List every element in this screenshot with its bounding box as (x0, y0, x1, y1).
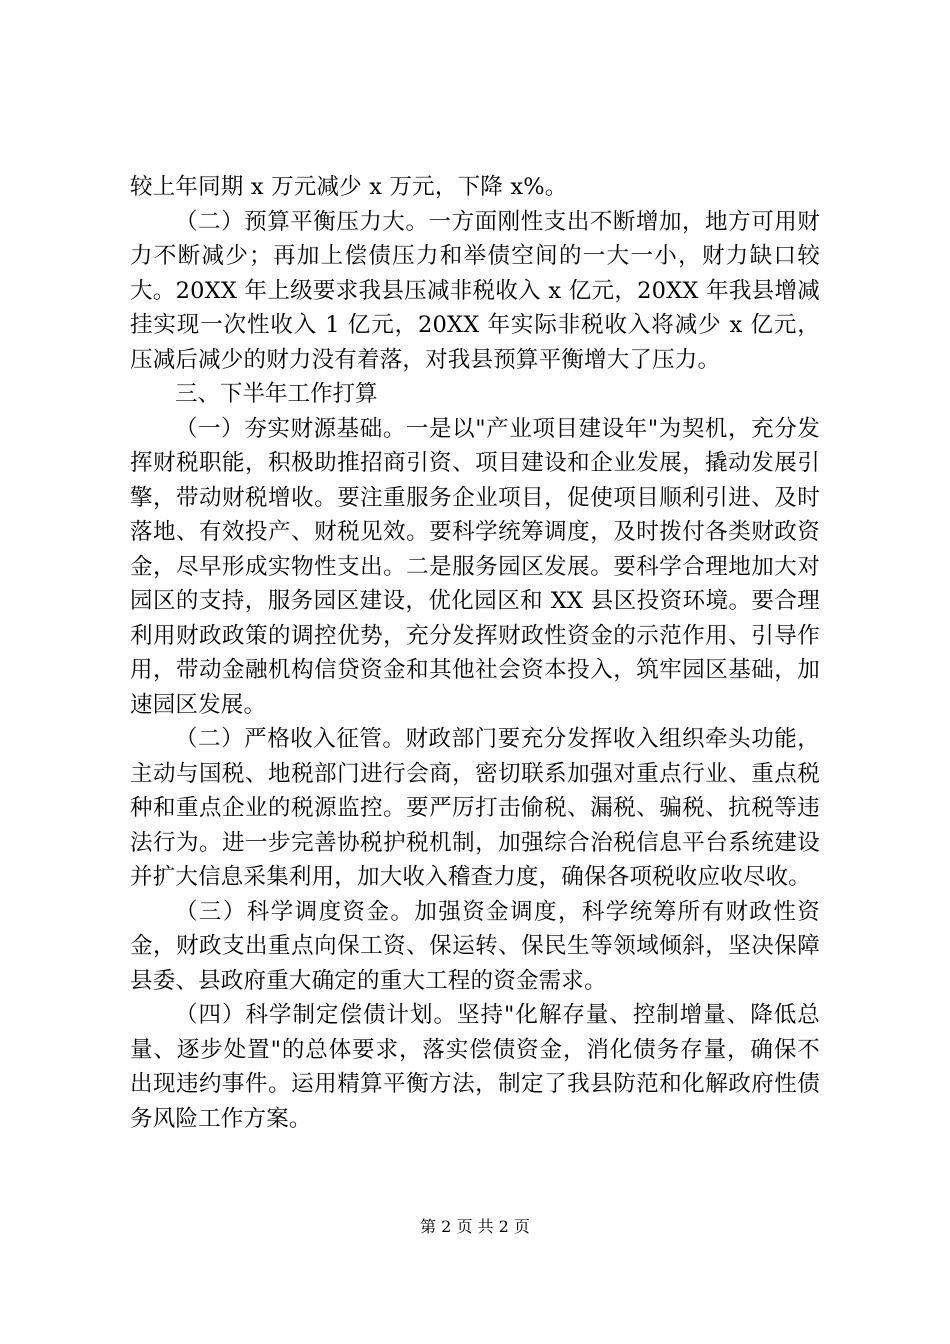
document-body (130, 170, 820, 1136)
paragraph-continuation: 较上年同期 x 万元减少 x 万元，下降 x%。 (130, 174, 568, 200)
paragraph-budget-pressure: （二）预算平衡压力大。一方面刚性支出不断增加，地方可用财力不断减少；再加上偿债压力和举债空间的一大一小，财力缺口较大。20XX 年上级要求我县压减非税收入 x 亿元，20XX 年我县增减挂实现一次性收入 1 亿元，20XX 年实际非税收入将减少 x 亿元，压减后减少的财力没有着落，对我县预算平衡增大了压力。 (130, 208, 820, 373)
section-heading-plan: 三、下半年工作打算 (175, 381, 378, 407)
paragraph-collection-management: （二）严格收入征管。财政部门要充分发挥收入组织牵头功能，主动与国税、地税部门进行会商，密切联系加强对重点行业、重点税种和重点企业的税源监控。要严厉打击偷税、漏税、骗税、抗税等违法行为。进一步完善协税护税机制，加强综合治税信息平台系统建设并扩大信息采集利用，加大收入稽查力度，确保各项税收应收尽收。 (130, 726, 820, 890)
paragraph-debt-plan: （四）科学制定偿债计划。坚持"化解存量、控制增量、降低总量、逐步处置"的总体要求，落实偿债资金，消化债务存量，确保不出现违约事件。运用精算平衡方法，制定了我县防范和化解政府性债务风险工作方案。 (130, 1002, 820, 1132)
paragraph-fund-scheduling: （三）科学调度资金。加强资金调度，科学统筹所有财政性资金，财政支出重点向保工资、保运转、保民生等领域倾斜，坚决保障县委、县政府重大确定的重大工程的资金需求。 (130, 898, 820, 994)
page-footer (0, 1216, 950, 1238)
page-number-label: 第 2 页 共 2 页 (420, 1217, 530, 1236)
paragraph-revenue-base: （一）夯实财源基础。一是以"产业项目建设年"为契机，充分发挥财税职能，积极助推招商引资、项目建设和企业发展，撬动发展引擎，带动财税增收。要注重服务企业项目，促使项目顺利引进、及时落地、有效投产、财税见效。要科学统筹调度，及时拨付各类财政资金，尽早形成实物性支出。二是服务园区发展。要科学合理地加大对园区的支持，服务园区建设，优化园区和 XX 县区投资环境。要合理利用财政政策的调控优势，充分发挥财政性资金的示范作用、引导作用，带动金融机构信贷资金和其他社会资本投入，筑牢园区基础，加速园区发展。 (130, 415, 820, 718)
